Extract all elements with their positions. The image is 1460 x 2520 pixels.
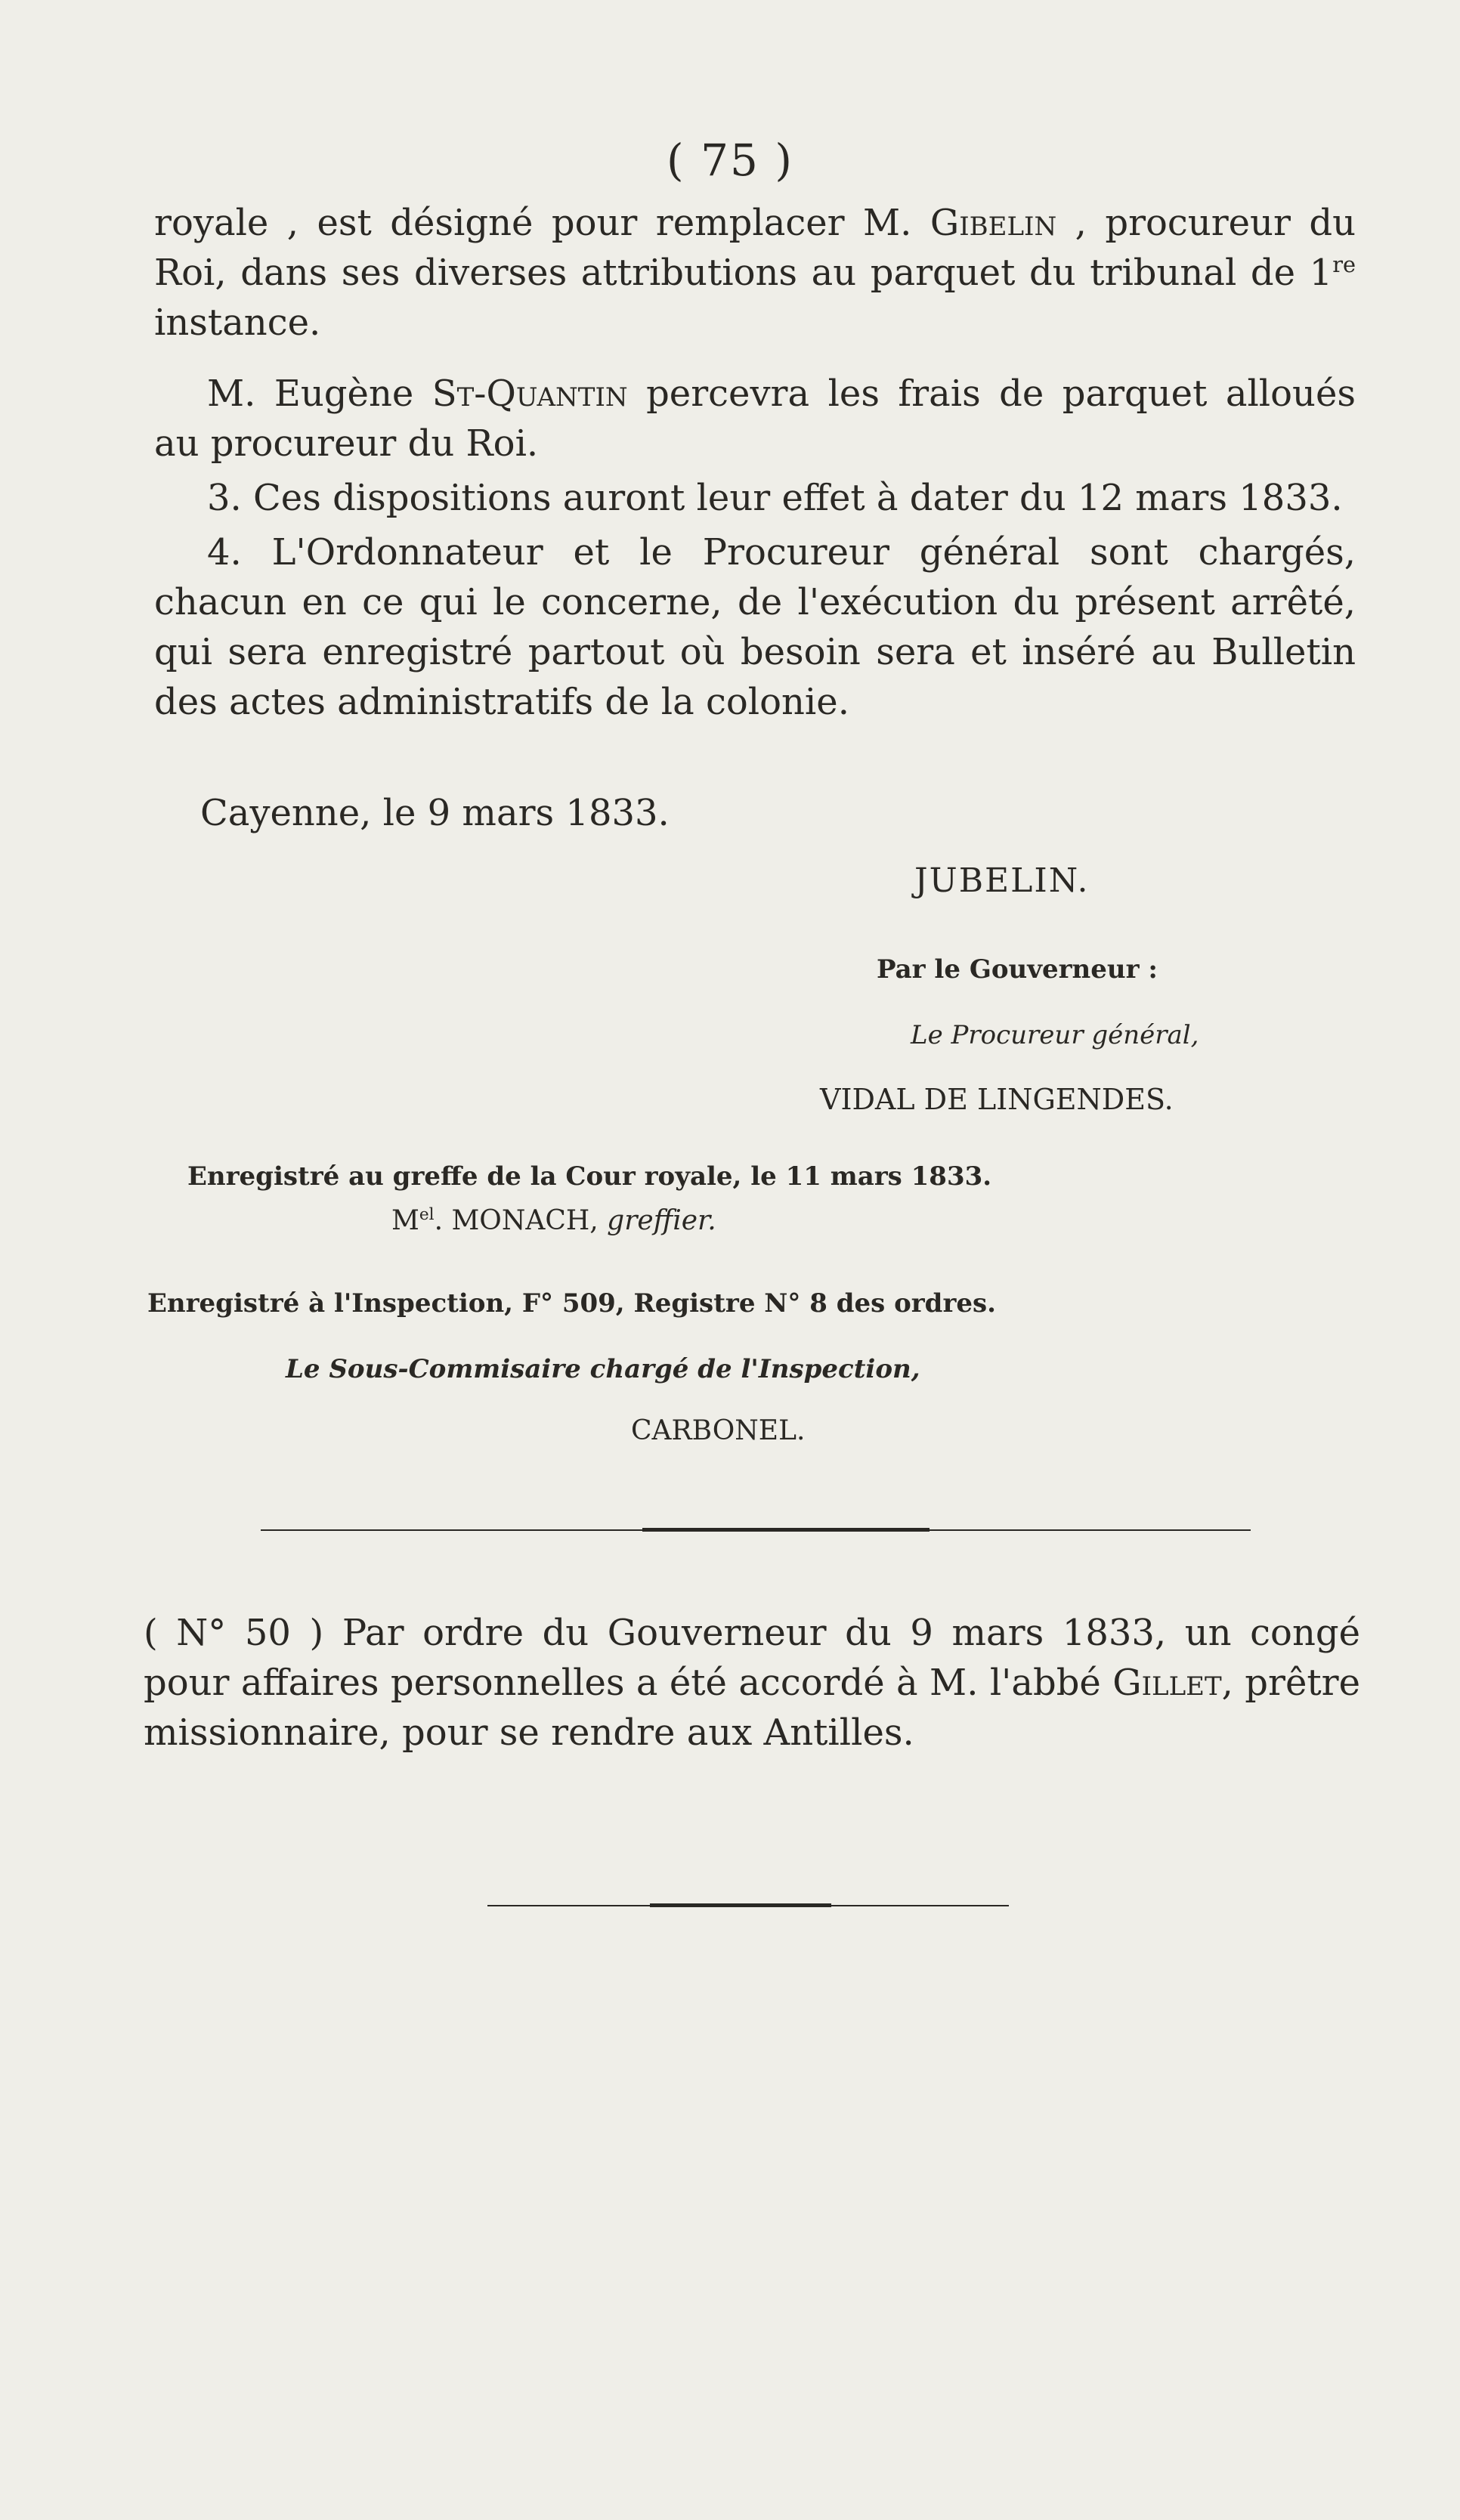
paragraph-2: [154, 369, 1356, 468]
registry-1-name: . MONACH,: [434, 1205, 608, 1236]
notice-end: , prêtre missionnaire, pour se rendre aux Antilles.: [144, 1662, 1361, 1754]
notice-paragraph: [144, 1608, 1360, 1758]
paragraph-1-name: Gibelin: [930, 202, 1057, 244]
notice-name: Gillet: [1112, 1662, 1222, 1704]
signature-place-date: Cayenne, le 9 mars 1833.: [200, 792, 670, 834]
page-number: ( 75 ): [667, 135, 793, 186]
paragraph-1: [154, 198, 1356, 348]
registry-1-line-2: [391, 1205, 716, 1236]
section-divider-2-thick: [650, 1903, 831, 1907]
registry-1-line-1: Enregistré au greffe de la Cour royale, le 11 mars 1833.: [187, 1161, 992, 1192]
registry-1-superscript: el: [419, 1205, 435, 1224]
registry-1-prefix: M: [391, 1205, 419, 1236]
countersign-line-1: Par le Gouverneur :: [877, 954, 1158, 985]
registry-2-line-1: Enregistré à l'Inspection, F° 509, Registre N° 8 des ordres.: [147, 1288, 996, 1319]
signature-name: JUBELIN.: [914, 861, 1090, 900]
paragraph-1-superscript: re: [1332, 252, 1356, 277]
registry-1-role: greffier.: [607, 1205, 716, 1236]
notice-text: [144, 1608, 1360, 1758]
countersign-line-2: Le Procureur général,: [911, 1020, 1199, 1050]
notice-start: ( N° 50 ) Par ordre du Gouverneur du 9 mars 1833, un congé pour affaires personnelles a été accordé à M. l'abbé: [144, 1612, 1360, 1704]
decree-body: [154, 198, 1356, 727]
paragraph-2-start: M. Eugène: [207, 373, 432, 415]
paragraph-2-end: percevra les frais de parquet alloués au procureur du Roi.: [154, 373, 1356, 465]
countersign-line-3: VIDAL DE LINGENDES.: [820, 1083, 1174, 1116]
registry-2-line-2: Le Sous-Commisaire chargé de l'Inspection,: [286, 1354, 920, 1384]
paragraph-3: 3. Ces dispositions auront leur effet à dater du 12 mars 1833.: [207, 477, 1343, 519]
paragraph-1-start: royale , est désigné pour remplacer M.: [154, 202, 930, 244]
paragraph-2-name: St-Quantin: [432, 373, 628, 415]
section-divider-1-thick: [642, 1528, 930, 1532]
registry-2-line-3: CARBONEL.: [631, 1415, 806, 1446]
paragraph-1-end: instance.: [154, 301, 321, 344]
paragraph-1-mid: , procureur du Roi, dans ses diverses attributions au parquet du tribunal de 1: [154, 202, 1356, 294]
paragraph-4: 4. L'Ordonnateur et le Procureur général sont chargés, chacun en ce qui le concerne, de l'exécution du présent arrêté, qui sera enregistré partout où besoin sera et inséré au Bulletin des actes administratifs de la colonie.: [154, 531, 1356, 723]
